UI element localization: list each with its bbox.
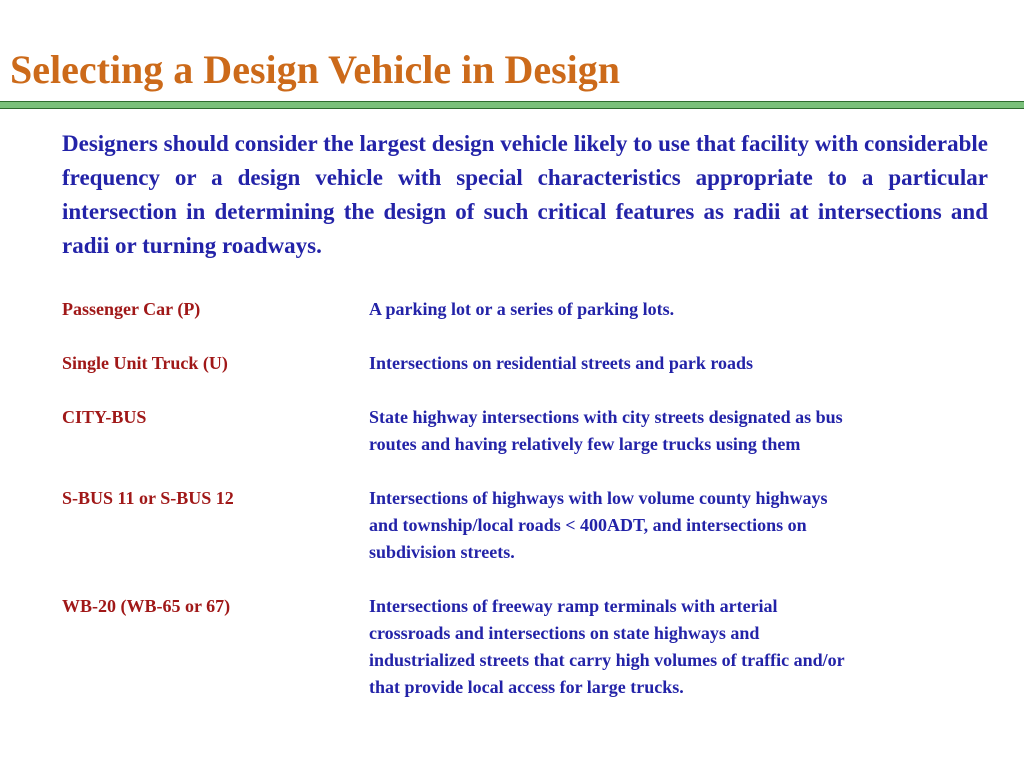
vehicle-row-school-bus xyxy=(62,485,982,566)
slide-title: Selecting a Design Vehicle in Design xyxy=(10,47,621,92)
vehicle-row-passenger-car xyxy=(62,296,982,323)
vehicle-row-single-unit-truck xyxy=(62,350,982,377)
vehicle-description: Intersections on residential streets and park roads xyxy=(369,353,754,373)
vehicle-name: WB-20 (WB-65 or 67) xyxy=(62,596,231,616)
vehicle-row-city-bus xyxy=(62,404,982,458)
vehicle-description: Intersections of highways with low volume county highways and township/local roads < 400ADT, and intersections on subdivision streets. xyxy=(369,488,828,562)
vehicle-description: A parking lot or a series of parking lots. xyxy=(369,299,675,319)
vehicle-name: Passenger Car (P) xyxy=(62,299,201,319)
title-divider xyxy=(0,101,1024,109)
vehicle-name: Single Unit Truck (U) xyxy=(62,353,228,373)
intro-paragraph: Designers should consider the largest design vehicle likely to use that facility with considerable frequency or a design vehicle with special characteristics appropriate to a particular intersection in determining the design of such critical features as radii at intersections and radii or turning roadways. xyxy=(62,131,988,258)
vehicle-description: State highway intersections with city streets designated as bus routes and having relatively few large trucks using them xyxy=(369,407,843,454)
vehicle-row-wb-20 xyxy=(62,593,982,701)
vehicle-name: S-BUS 11 or S-BUS 12 xyxy=(62,488,234,508)
vehicle-description: Intersections of freeway ramp terminals with arterial crossroads and intersections on state highways and industrialized streets that carry high volumes of traffic and/or that provide local access for large trucks. xyxy=(369,596,845,697)
vehicle-list xyxy=(62,296,982,728)
vehicle-name: CITY-BUS xyxy=(62,407,147,427)
